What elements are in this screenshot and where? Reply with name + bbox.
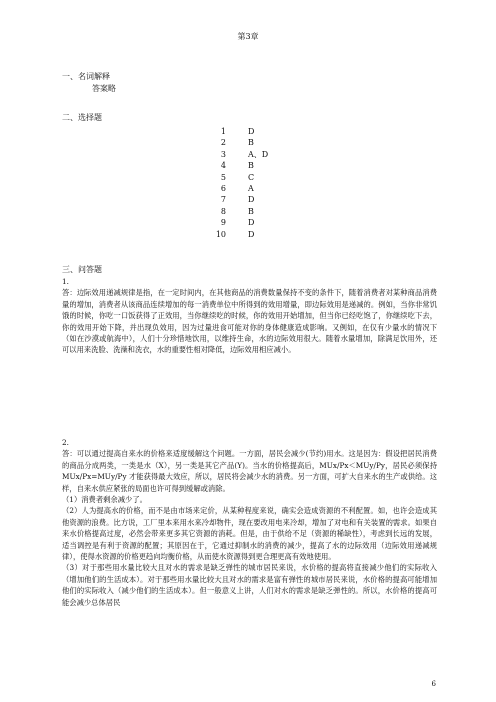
question2-answer-intro: 答：可以通过提高自来水的价格来适度缓解这个问题。一方面，居民会减少(节约)用水。这是因为：假设把居民消费的商品分成两类，一类是水（X），另一类是其它产品(Y)。当水的价格提高后，MUx/Px＜MUy/Py，居民必须保持 MUx/Px=MUy/Py 才能获得最大效应，所以，居民将会减少水的消费。另一方面，可扩大自来水的生产或供给。这样，自来水供应紧张的局面也许可得到缓解或消除。 [62,449,437,493]
section3-heading: 三、问答题 [62,265,102,274]
question1 [62,276,437,356]
question1-number: 1. [62,277,69,286]
answer-row: 4 B [220,161,254,171]
answer-list [190,126,298,240]
question1-answer: 答：边际效用递减规律是指，在一定时间内，在其他商品的消费数量保持不变的条件下，随着消费者对某种商品消费量的增加，消费者从该商品连续增加的每一消费单位中所得到的效用增量，即边际效用是递减的。例如，当你非常饥饿的时候，你吃一口饭获得了正效用，当你继续吃的时候，你的效用开始增加，但当你已经吃饱了，你继续吃下去，你的效用开始下降，并出现负效用，因为过量进食可能对你的身体健康造成影响。又例如，在仅有少量水的情况下（如在沙漠或航海中），人们十分珍惜地饮用，以维持生命，水的边际效用很大。随着水量增加，除满足饮用外，还可以用来洗脸、洗澡和洗衣，水的重要性相对降低，边际效用相应减小。 [62,288,437,355]
question2 [62,437,437,608]
answer-row: 6 A [220,183,254,193]
answer-row: 1 D [220,127,255,136]
answer-row: 2 B [220,138,254,148]
answer-row: 7 D [220,195,255,205]
question2-number: 2. [62,438,69,447]
answer-row: 3 A、D [220,149,269,159]
chapter-title: 第3章 [237,32,259,41]
section2-heading: 二、选择题 [62,113,102,122]
answer-row: 8 B [220,206,254,216]
answer-row: 10 D [215,229,255,239]
answer-row: 5 C [220,172,255,182]
page-number: 6 [431,680,436,688]
section1-content: 答案略 [92,84,116,93]
answer-row: 9 D [220,218,255,228]
question2-point3: （3）对于那些用水量比较大且对水的需求是缺乏弹性的城市居民来说，水价格的提高将直接减少他们的实际收入（增加他们的生活成本）。对于那些用水量比较大且对水的需求是富有弹性的城市居民来说，水价格的提高可能增加他们的实际收入（减少他们的生活成本）。但一般意义上讲，人们对水的需求是缺乏弹性的。所以，水价格的提高可能会减少总体居民 [62,563,437,607]
section1-heading: 一、名词解释 [62,72,110,81]
question2-point1: （1）消费者剩余减少了。 [62,495,147,505]
question2-point2: （2）人为提高水的价格，而不是由市场来定价，从某种程度来说，确实会造成资源的不利配置。如，也许会造成其他资源的浪费。比方说，工厂里本来用水来冷却物件，现在要改用电来冷却，增加了对电和有关装置的需求。如果自来水价格提高过度，必然会带来更多其它资源的消耗。但是，由于供给不足（资源的稀缺性），考虑到长远的发展，适当调控是有利于资源的配置；其原因在于，它通过抑制水的消费的减少，提高了水的边际效用（边际效用递减规律），使得水资源的价格更趋向均衡价格，从而使水资源得到更合理更高有效地使用。 [62,506,437,562]
